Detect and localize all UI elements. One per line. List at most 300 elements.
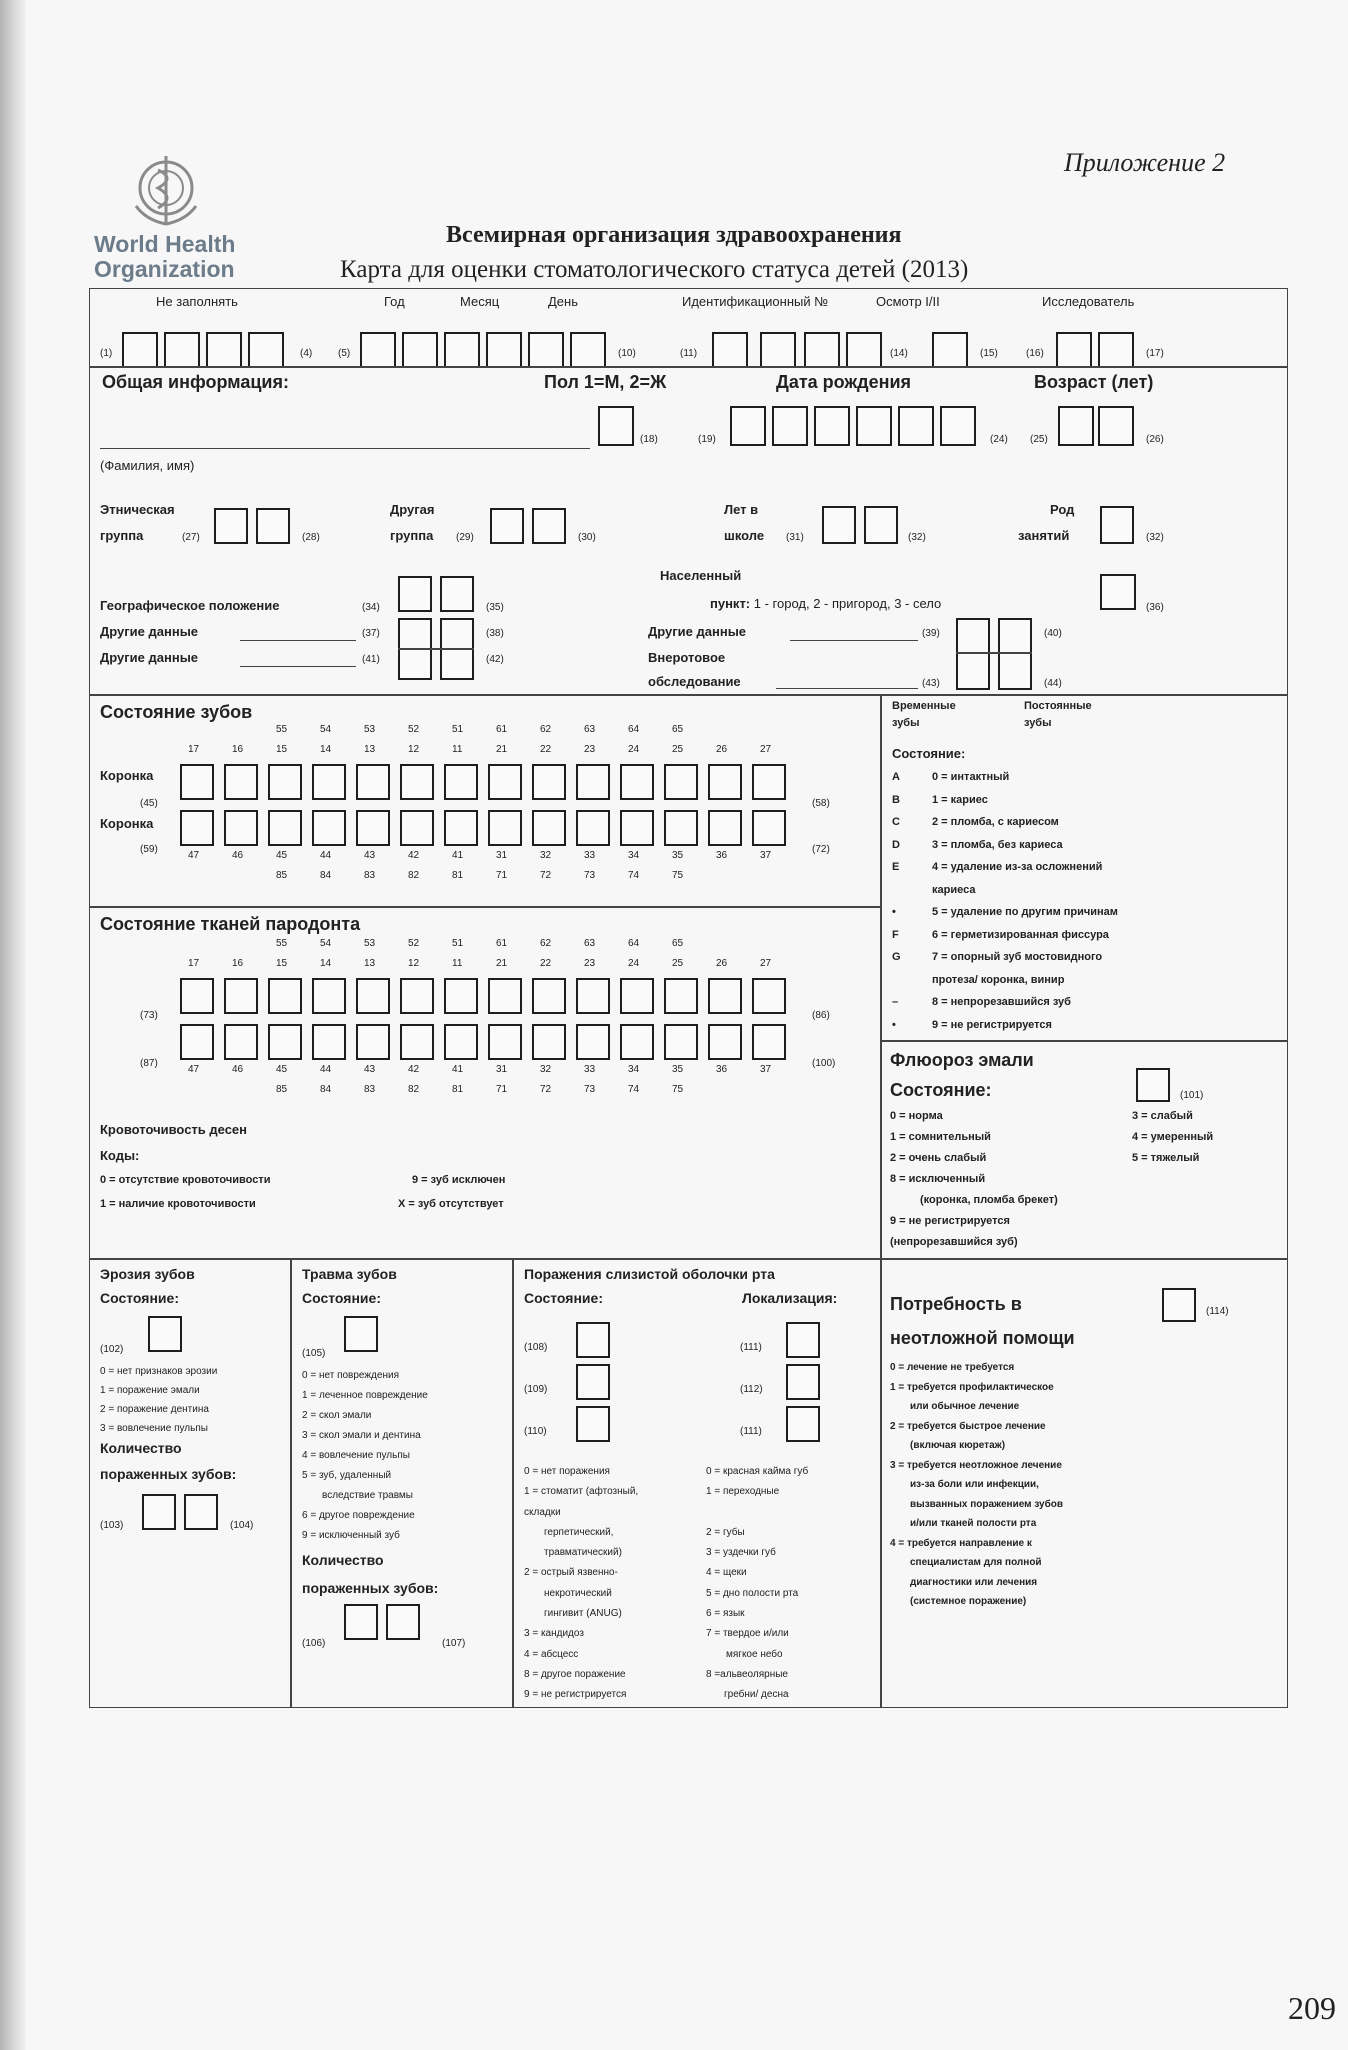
other-data-3-line[interactable]	[790, 640, 918, 641]
perio-tooth-box[interactable]	[708, 1024, 742, 1060]
label-settlement-1: Населенный	[660, 568, 742, 583]
tooth-crown-box[interactable]	[312, 764, 346, 800]
tooth-number-primary-lower: 85	[276, 870, 288, 881]
mucosa-codes-left: 0 = нет поражения 1 = стоматит (афтозный, складки герпетический, травматический) 2 = острый язвенно- некротический гингивит (ANUG) 3 = кандидоз 4 = абсцесс 8 = другое поражение 9 = не регистрируется	[524, 1466, 639, 1701]
tooth-number-permanent-upper: 16	[232, 744, 244, 755]
code-19: (19)	[698, 434, 716, 445]
age-box-2[interactable]	[1098, 406, 1134, 446]
code-100: (100)	[812, 1058, 836, 1069]
tooth-number-primary-upper: 53	[364, 724, 376, 735]
code-104: (104)	[230, 1520, 254, 1531]
perio-tooth-box[interactable]	[180, 1024, 214, 1060]
perio-tooth-box[interactable]	[312, 978, 346, 1014]
bleeding-code-0: 0 = отсутствие кровоточивости	[100, 1174, 271, 1186]
code-112: (112)	[740, 1384, 763, 1395]
mucosa-loc-box-3[interactable]	[786, 1406, 820, 1442]
ethnic-box-1[interactable]	[214, 508, 248, 544]
school-box-2[interactable]	[864, 506, 898, 544]
label-month: Месяц	[460, 294, 500, 309]
tooth-crown-box[interactable]	[400, 764, 434, 800]
perio-tooth-box[interactable]	[664, 1024, 698, 1060]
label-permanent: Постоянные зубы	[1024, 700, 1092, 729]
who-emblem-icon	[118, 150, 214, 230]
tooth-number-permanent-lower: 37	[760, 850, 772, 861]
label-year: Год	[384, 294, 405, 309]
tooth-number-permanent-lower: 36	[716, 1064, 728, 1075]
tooth-number-permanent-lower: 47	[188, 850, 200, 861]
tooth-number-primary-upper: 55	[276, 938, 288, 949]
mucosa-state-box-3[interactable]	[576, 1406, 610, 1442]
tooth-number-permanent-lower: 31	[496, 1064, 508, 1075]
label-crown-upper: Коронка	[100, 768, 154, 783]
dob-box-6[interactable]	[940, 406, 976, 446]
day-box-1[interactable]	[528, 332, 564, 368]
tooth-crown-box[interactable]	[664, 764, 698, 800]
tooth-number-primary-upper: 63	[584, 724, 596, 735]
tooth-number-primary-upper: 52	[408, 724, 420, 735]
code-109: (109)	[524, 1384, 548, 1395]
mucosa-codes-right: 0 = красная кайма губ 1 = переходные 2 = губы 3 = уздечки губ 4 = щеки 5 = дно полости рта 6 = язык 7 = твердое и/или мягкое небо 8 =альвеолярные гребни/ десна	[706, 1466, 809, 1701]
tooth-number-permanent-lower: 45	[276, 850, 288, 861]
label-dob: Дата рождения	[776, 372, 912, 392]
label-crown-lower: Коронка	[100, 816, 154, 831]
code-11: (11)	[680, 348, 698, 359]
field-box-1[interactable]	[122, 332, 158, 368]
code-29: (29)	[456, 532, 474, 543]
label-occupation-1: Род	[1050, 502, 1075, 517]
code-18: (18)	[640, 434, 658, 445]
label-day: День	[548, 294, 578, 309]
teeth-heading: Состояние зубов	[100, 702, 253, 722]
tooth-crown-box[interactable]	[268, 764, 302, 800]
divider-vertical	[512, 1258, 514, 1708]
extraoral-line[interactable]	[776, 688, 918, 689]
label-id-no: Идентификационный №	[682, 294, 829, 309]
tooth-crown-box[interactable]	[752, 810, 786, 846]
tooth-number-permanent-upper: 12	[408, 958, 420, 969]
exam-box[interactable]	[932, 332, 968, 368]
settlement-box[interactable]	[1100, 574, 1136, 610]
tooth-crown-box[interactable]	[576, 810, 610, 846]
trauma-heading: Травма зубов	[302, 1266, 397, 1282]
perio-tooth-box[interactable]	[576, 1024, 610, 1060]
tooth-number-primary-lower: 84	[320, 1084, 332, 1095]
erosion-state: Состояние:	[100, 1290, 179, 1306]
tooth-number-primary-lower: 73	[584, 870, 596, 881]
tooth-number-primary-upper: 54	[320, 938, 332, 949]
label-extraoral-1: Внеротовое	[648, 650, 726, 665]
tooth-crown-box[interactable]	[488, 810, 522, 846]
tooth-number-permanent-upper: 27	[760, 958, 772, 969]
code-30: (30)	[578, 532, 596, 543]
name-line[interactable]	[100, 448, 590, 449]
code-111-a: (111)	[740, 1342, 762, 1353]
id-box-2[interactable]	[760, 332, 796, 368]
perio-tooth-box[interactable]	[664, 978, 698, 1014]
label-school-2: школе	[724, 528, 765, 543]
tooth-number-permanent-lower: 42	[408, 1064, 420, 1075]
code-34: (34)	[362, 602, 380, 613]
perio-tooth-box[interactable]	[576, 978, 610, 1014]
page-subtitle: Карта для оценки стоматологического статуса детей (2013)	[340, 256, 969, 283]
perio-tooth-box[interactable]	[752, 1024, 786, 1060]
tooth-crown-box[interactable]	[444, 764, 478, 800]
perio-tooth-box[interactable]	[620, 1024, 654, 1060]
code-10: (10)	[618, 348, 636, 359]
tooth-crown-box[interactable]	[312, 810, 346, 846]
erosion-count-2: пораженных зубов:	[100, 1466, 237, 1482]
age-box-1[interactable]	[1058, 406, 1094, 446]
tooth-crown-box[interactable]	[708, 764, 742, 800]
tooth-number-permanent-lower: 32	[540, 1064, 552, 1075]
urgent-box[interactable]	[1162, 1288, 1196, 1322]
divider	[89, 906, 880, 908]
perio-tooth-box[interactable]	[356, 978, 390, 1014]
perio-tooth-box[interactable]	[532, 978, 566, 1014]
page-number: 209	[1288, 1990, 1336, 2026]
perio-tooth-box[interactable]	[620, 978, 654, 1014]
tooth-crown-box[interactable]	[708, 810, 742, 846]
tooth-number-permanent-lower: 44	[320, 1064, 332, 1075]
label-examiner: Исследователь	[1042, 294, 1135, 309]
code-25: (25)	[1030, 434, 1048, 445]
label-ethnic-1: Этническая	[100, 502, 175, 517]
geo-box-2[interactable]	[440, 576, 474, 612]
code-87: (87)	[140, 1058, 158, 1069]
other-data-1-line[interactable]	[240, 640, 356, 641]
divider	[89, 1258, 1288, 1260]
fluorosis-heading: Флюороз эмали	[890, 1050, 1034, 1070]
trauma-count-1: Количество	[302, 1552, 384, 1568]
id-box-3[interactable]	[804, 332, 840, 368]
code-5: (5)	[338, 348, 351, 359]
appendix-label: Приложение 2	[1064, 148, 1226, 177]
label-other-data-3: Другие данные	[648, 624, 747, 639]
fluorosis-state: Состояние:	[890, 1080, 992, 1100]
mucosa-state-box-1[interactable]	[576, 1322, 610, 1358]
perio-tooth-box[interactable]	[224, 1024, 258, 1060]
tooth-number-permanent-upper: 24	[628, 744, 640, 755]
tooth-number-permanent-lower: 43	[364, 850, 376, 861]
tooth-number-primary-upper: 64	[628, 724, 640, 735]
tooth-number-permanent-upper: 11	[452, 958, 463, 969]
code-58: (58)	[812, 798, 830, 809]
school-box-1[interactable]	[822, 506, 856, 544]
tooth-number-primary-upper: 54	[320, 724, 332, 735]
who-logo-text: World Health Organization	[94, 231, 236, 282]
label-sex: Пол 1=М, 2=Ж	[544, 372, 667, 392]
trauma-box[interactable]	[344, 1316, 378, 1352]
year-box-2[interactable]	[402, 332, 438, 368]
mucosa-loc: Локализация:	[742, 1290, 838, 1306]
tooth-number-primary-upper: 51	[452, 724, 464, 735]
code-32-school: (32)	[908, 532, 926, 543]
tooth-crown-box[interactable]	[576, 764, 610, 800]
code-37: (37)	[362, 628, 380, 639]
tooth-number-permanent-upper: 15	[276, 958, 288, 969]
tooth-number-primary-upper: 65	[672, 724, 684, 735]
tooth-number-permanent-upper: 14	[320, 744, 332, 755]
label-geo: Географическое положение	[100, 598, 280, 613]
label-other-group-1: Другая	[390, 502, 435, 517]
tooth-number-primary-upper: 61	[496, 938, 508, 949]
code-27: (27)	[182, 532, 200, 543]
field-box-2[interactable]	[164, 332, 200, 368]
code-86: (86)	[812, 1010, 830, 1021]
label-temporary: Временные зубы	[892, 700, 956, 729]
tooth-crown-box[interactable]	[180, 764, 214, 800]
tooth-number-permanent-upper: 13	[364, 958, 376, 969]
mucosa-loc-box-2[interactable]	[786, 1364, 820, 1400]
tooth-number-permanent-upper: 11	[452, 744, 463, 755]
code-15: (15)	[980, 348, 998, 359]
tooth-number-primary-lower: 83	[364, 1084, 376, 1095]
label-other-group-2: группа	[390, 528, 434, 543]
tooth-number-permanent-upper: 13	[364, 744, 376, 755]
tooth-number-permanent-upper: 26	[716, 958, 728, 969]
tooth-number-permanent-upper: 17	[188, 958, 200, 969]
tooth-number-primary-upper: 51	[452, 938, 464, 949]
dob-box-5[interactable]	[898, 406, 934, 446]
tooth-number-permanent-lower: 31	[496, 850, 508, 861]
tooth-number-permanent-lower: 35	[672, 1064, 684, 1075]
month-box-2[interactable]	[486, 332, 522, 368]
tooth-number-permanent-lower: 36	[716, 850, 728, 861]
tooth-number-permanent-upper: 26	[716, 744, 728, 755]
tooth-number-primary-lower: 73	[584, 1084, 596, 1095]
tooth-number-primary-lower: 82	[408, 870, 420, 881]
tooth-crown-box[interactable]	[400, 810, 434, 846]
mucosa-loc-box-1[interactable]	[786, 1322, 820, 1358]
tooth-crown-box[interactable]	[664, 810, 698, 846]
dob-box-3[interactable]	[814, 406, 850, 446]
code-59: (59)	[140, 844, 158, 855]
perio-tooth-box[interactable]	[400, 978, 434, 1014]
perio-tooth-box[interactable]	[444, 978, 478, 1014]
fluorosis-box[interactable]	[1136, 1068, 1170, 1102]
code-43: (43)	[922, 678, 940, 689]
code-1: (1)	[100, 348, 113, 359]
label-extraoral-2: обследование	[648, 674, 741, 689]
code-44: (44)	[1044, 678, 1062, 689]
field-box-3[interactable]	[206, 332, 242, 368]
code-38: (38)	[486, 628, 504, 639]
examiner-box-1[interactable]	[1056, 332, 1092, 368]
tooth-number-primary-lower: 85	[276, 1084, 288, 1095]
tooth-number-permanent-lower: 33	[584, 1064, 596, 1075]
perio-tooth-box[interactable]	[356, 1024, 390, 1060]
tooth-number-permanent-lower: 41	[452, 1064, 464, 1075]
tooth-number-permanent-upper: 21	[496, 744, 508, 755]
tooth-crown-box[interactable]	[180, 810, 214, 846]
code-39: (39)	[922, 628, 940, 639]
tooth-number-primary-lower: 71	[496, 1084, 508, 1095]
perio-tooth-box[interactable]	[400, 1024, 434, 1060]
code-101: (101)	[1180, 1090, 1204, 1101]
erosion-box[interactable]	[148, 1316, 182, 1352]
erosion-count-box-2[interactable]	[184, 1494, 218, 1530]
tooth-number-permanent-lower: 35	[672, 850, 684, 861]
urgent-heading-1: Потребность в	[890, 1294, 1022, 1314]
tooth-number-permanent-upper: 16	[232, 958, 244, 969]
occupation-box[interactable]	[1100, 506, 1134, 544]
tooth-crown-box[interactable]	[356, 810, 390, 846]
label-not-fill: Не заполнять	[156, 294, 238, 309]
ethnic-box-2[interactable]	[256, 508, 290, 544]
tooth-crown-box[interactable]	[532, 764, 566, 800]
tooth-number-primary-upper: 63	[584, 938, 596, 949]
tooth-crown-box[interactable]	[268, 810, 302, 846]
tooth-number-primary-lower: 75	[672, 1084, 684, 1095]
tooth-number-permanent-lower: 46	[232, 850, 244, 861]
dob-box-4[interactable]	[856, 406, 892, 446]
code-26: (26)	[1146, 434, 1164, 445]
settlement-row: пункт: 1 - город, 2 - пригород, 3 - село	[710, 596, 942, 611]
code-28: (28)	[302, 532, 320, 543]
code-36: (36)	[1146, 602, 1164, 613]
trauma-codes: 0 = нет повреждения 1 = леченное повреждение 2 = скол эмали 3 = скол эмали и дентина 4 = вовлечение пульпы 5 = зуб, удаленный вследствие травмы 6 = другое повреждение 9 = исключенный зуб	[302, 1370, 428, 1541]
tooth-crown-box[interactable]	[532, 810, 566, 846]
tooth-number-primary-lower: 84	[320, 870, 332, 881]
examiner-box-2[interactable]	[1098, 332, 1134, 368]
tooth-crown-box[interactable]	[224, 810, 258, 846]
tooth-number-primary-upper: 52	[408, 938, 420, 949]
mucosa-heading: Поражения слизистой оболочки рта	[524, 1266, 775, 1282]
year-box-1[interactable]	[360, 332, 396, 368]
code-103: (103)	[100, 1520, 124, 1531]
tooth-number-primary-lower: 81	[452, 1084, 464, 1095]
perio-tooth-box[interactable]	[752, 978, 786, 1014]
code-110: (110)	[524, 1426, 547, 1437]
other-group-box-2[interactable]	[532, 508, 566, 544]
tooth-number-permanent-lower: 41	[452, 850, 464, 861]
day-box-2[interactable]	[570, 332, 606, 368]
tooth-number-primary-lower: 83	[364, 870, 376, 881]
code-106: (106)	[302, 1638, 326, 1649]
page-title: Всемирная организация здравоохранения	[446, 222, 902, 248]
code-111-b: (111)	[740, 1426, 762, 1437]
perio-tooth-box[interactable]	[532, 1024, 566, 1060]
trauma-count-box-1[interactable]	[344, 1604, 378, 1640]
other-data-box-3[interactable]	[956, 618, 990, 690]
tooth-crown-box[interactable]	[224, 764, 258, 800]
perio-tooth-box[interactable]	[488, 978, 522, 1014]
code-16: (16)	[1026, 348, 1044, 359]
code-73: (73)	[140, 1010, 158, 1021]
scan-shadow-edge	[0, 0, 26, 2050]
tooth-number-primary-lower: 72	[540, 870, 552, 881]
id-box-4[interactable]	[846, 332, 882, 368]
divider	[89, 694, 1288, 696]
sex-box[interactable]	[598, 406, 634, 446]
teeth-codes-state: Состояние:	[892, 746, 966, 761]
tooth-number-permanent-upper: 25	[672, 744, 684, 755]
code-41: (41)	[362, 654, 380, 665]
geo-box-1[interactable]	[398, 576, 432, 612]
code-17: (17)	[1146, 348, 1164, 359]
tooth-number-permanent-upper: 27	[760, 744, 772, 755]
code-114: (114)	[1206, 1306, 1229, 1317]
bleeding-heading: Кровоточивость десен	[100, 1122, 248, 1137]
code-32-occupation: (32)	[1146, 532, 1164, 543]
bleeding-codes-label: Коды:	[100, 1148, 140, 1163]
code-107: (107)	[442, 1638, 466, 1649]
other-data-2-line[interactable]	[240, 666, 356, 667]
dob-box-1[interactable]	[730, 406, 766, 446]
tooth-number-primary-upper: 55	[276, 724, 288, 735]
tooth-number-permanent-upper: 23	[584, 744, 596, 755]
tooth-number-permanent-upper: 22	[540, 958, 552, 969]
tooth-number-primary-lower: 81	[452, 870, 464, 881]
mucosa-state: Состояние:	[524, 1290, 603, 1306]
trauma-count-2: пораженных зубов:	[302, 1580, 439, 1596]
code-4: (4)	[300, 348, 313, 359]
label-other-data-2: Другие данные	[100, 650, 199, 665]
perio-tooth-box[interactable]	[312, 1024, 346, 1060]
perio-tooth-box[interactable]	[180, 978, 214, 1014]
erosion-count-box-1[interactable]	[142, 1494, 176, 1530]
tooth-crown-box[interactable]	[444, 810, 478, 846]
tooth-number-permanent-lower: 43	[364, 1064, 376, 1075]
tooth-number-permanent-upper: 23	[584, 958, 596, 969]
perio-tooth-box[interactable]	[268, 978, 302, 1014]
divider	[89, 366, 1288, 368]
code-14: (14)	[890, 348, 908, 359]
tooth-crown-box[interactable]	[752, 764, 786, 800]
perio-tooth-box[interactable]	[708, 978, 742, 1014]
tooth-number-primary-lower: 72	[540, 1084, 552, 1095]
name-hint: (Фамилия, имя)	[100, 458, 195, 473]
other-data-box-4[interactable]	[998, 618, 1032, 690]
code-102: (102)	[100, 1344, 124, 1355]
id-box-1[interactable]	[712, 332, 748, 368]
perio-tooth-box[interactable]	[224, 978, 258, 1014]
perio-tooth-box[interactable]	[444, 1024, 478, 1060]
tooth-number-permanent-lower: 44	[320, 850, 332, 861]
tooth-number-primary-upper: 65	[672, 938, 684, 949]
label-ethnic-2: группа	[100, 528, 144, 543]
perio-tooth-box[interactable]	[488, 1024, 522, 1060]
tooth-number-primary-lower: 74	[628, 870, 640, 881]
other-group-box-1[interactable]	[490, 508, 524, 544]
tooth-number-primary-lower: 71	[496, 870, 508, 881]
perio-tooth-box[interactable]	[268, 1024, 302, 1060]
tooth-number-permanent-upper: 25	[672, 958, 684, 969]
dob-box-2[interactable]	[772, 406, 808, 446]
tooth-number-primary-lower: 82	[408, 1084, 420, 1095]
tooth-number-permanent-upper: 22	[540, 744, 552, 755]
code-105: (105)	[302, 1348, 326, 1359]
code-72: (72)	[812, 844, 830, 855]
tooth-crown-box[interactable]	[620, 810, 654, 846]
mucosa-state-box-2[interactable]	[576, 1364, 610, 1400]
month-box-1[interactable]	[444, 332, 480, 368]
tooth-number-primary-upper: 64	[628, 938, 640, 949]
trauma-count-box-2[interactable]	[386, 1604, 420, 1640]
tooth-number-permanent-upper: 14	[320, 958, 332, 969]
tooth-number-permanent-upper: 24	[628, 958, 640, 969]
tooth-number-permanent-lower: 37	[760, 1064, 772, 1075]
tooth-crown-box[interactable]	[488, 764, 522, 800]
tooth-crown-box[interactable]	[356, 764, 390, 800]
tooth-crown-box[interactable]	[620, 764, 654, 800]
divider-vertical	[880, 694, 882, 1260]
tooth-number-permanent-upper: 21	[496, 958, 508, 969]
field-box-4[interactable]	[248, 332, 284, 368]
urgent-heading-2: неотложной помощи	[890, 1328, 1075, 1348]
label-school-1: Лет в	[724, 502, 759, 517]
tooth-number-permanent-lower: 34	[628, 850, 640, 861]
